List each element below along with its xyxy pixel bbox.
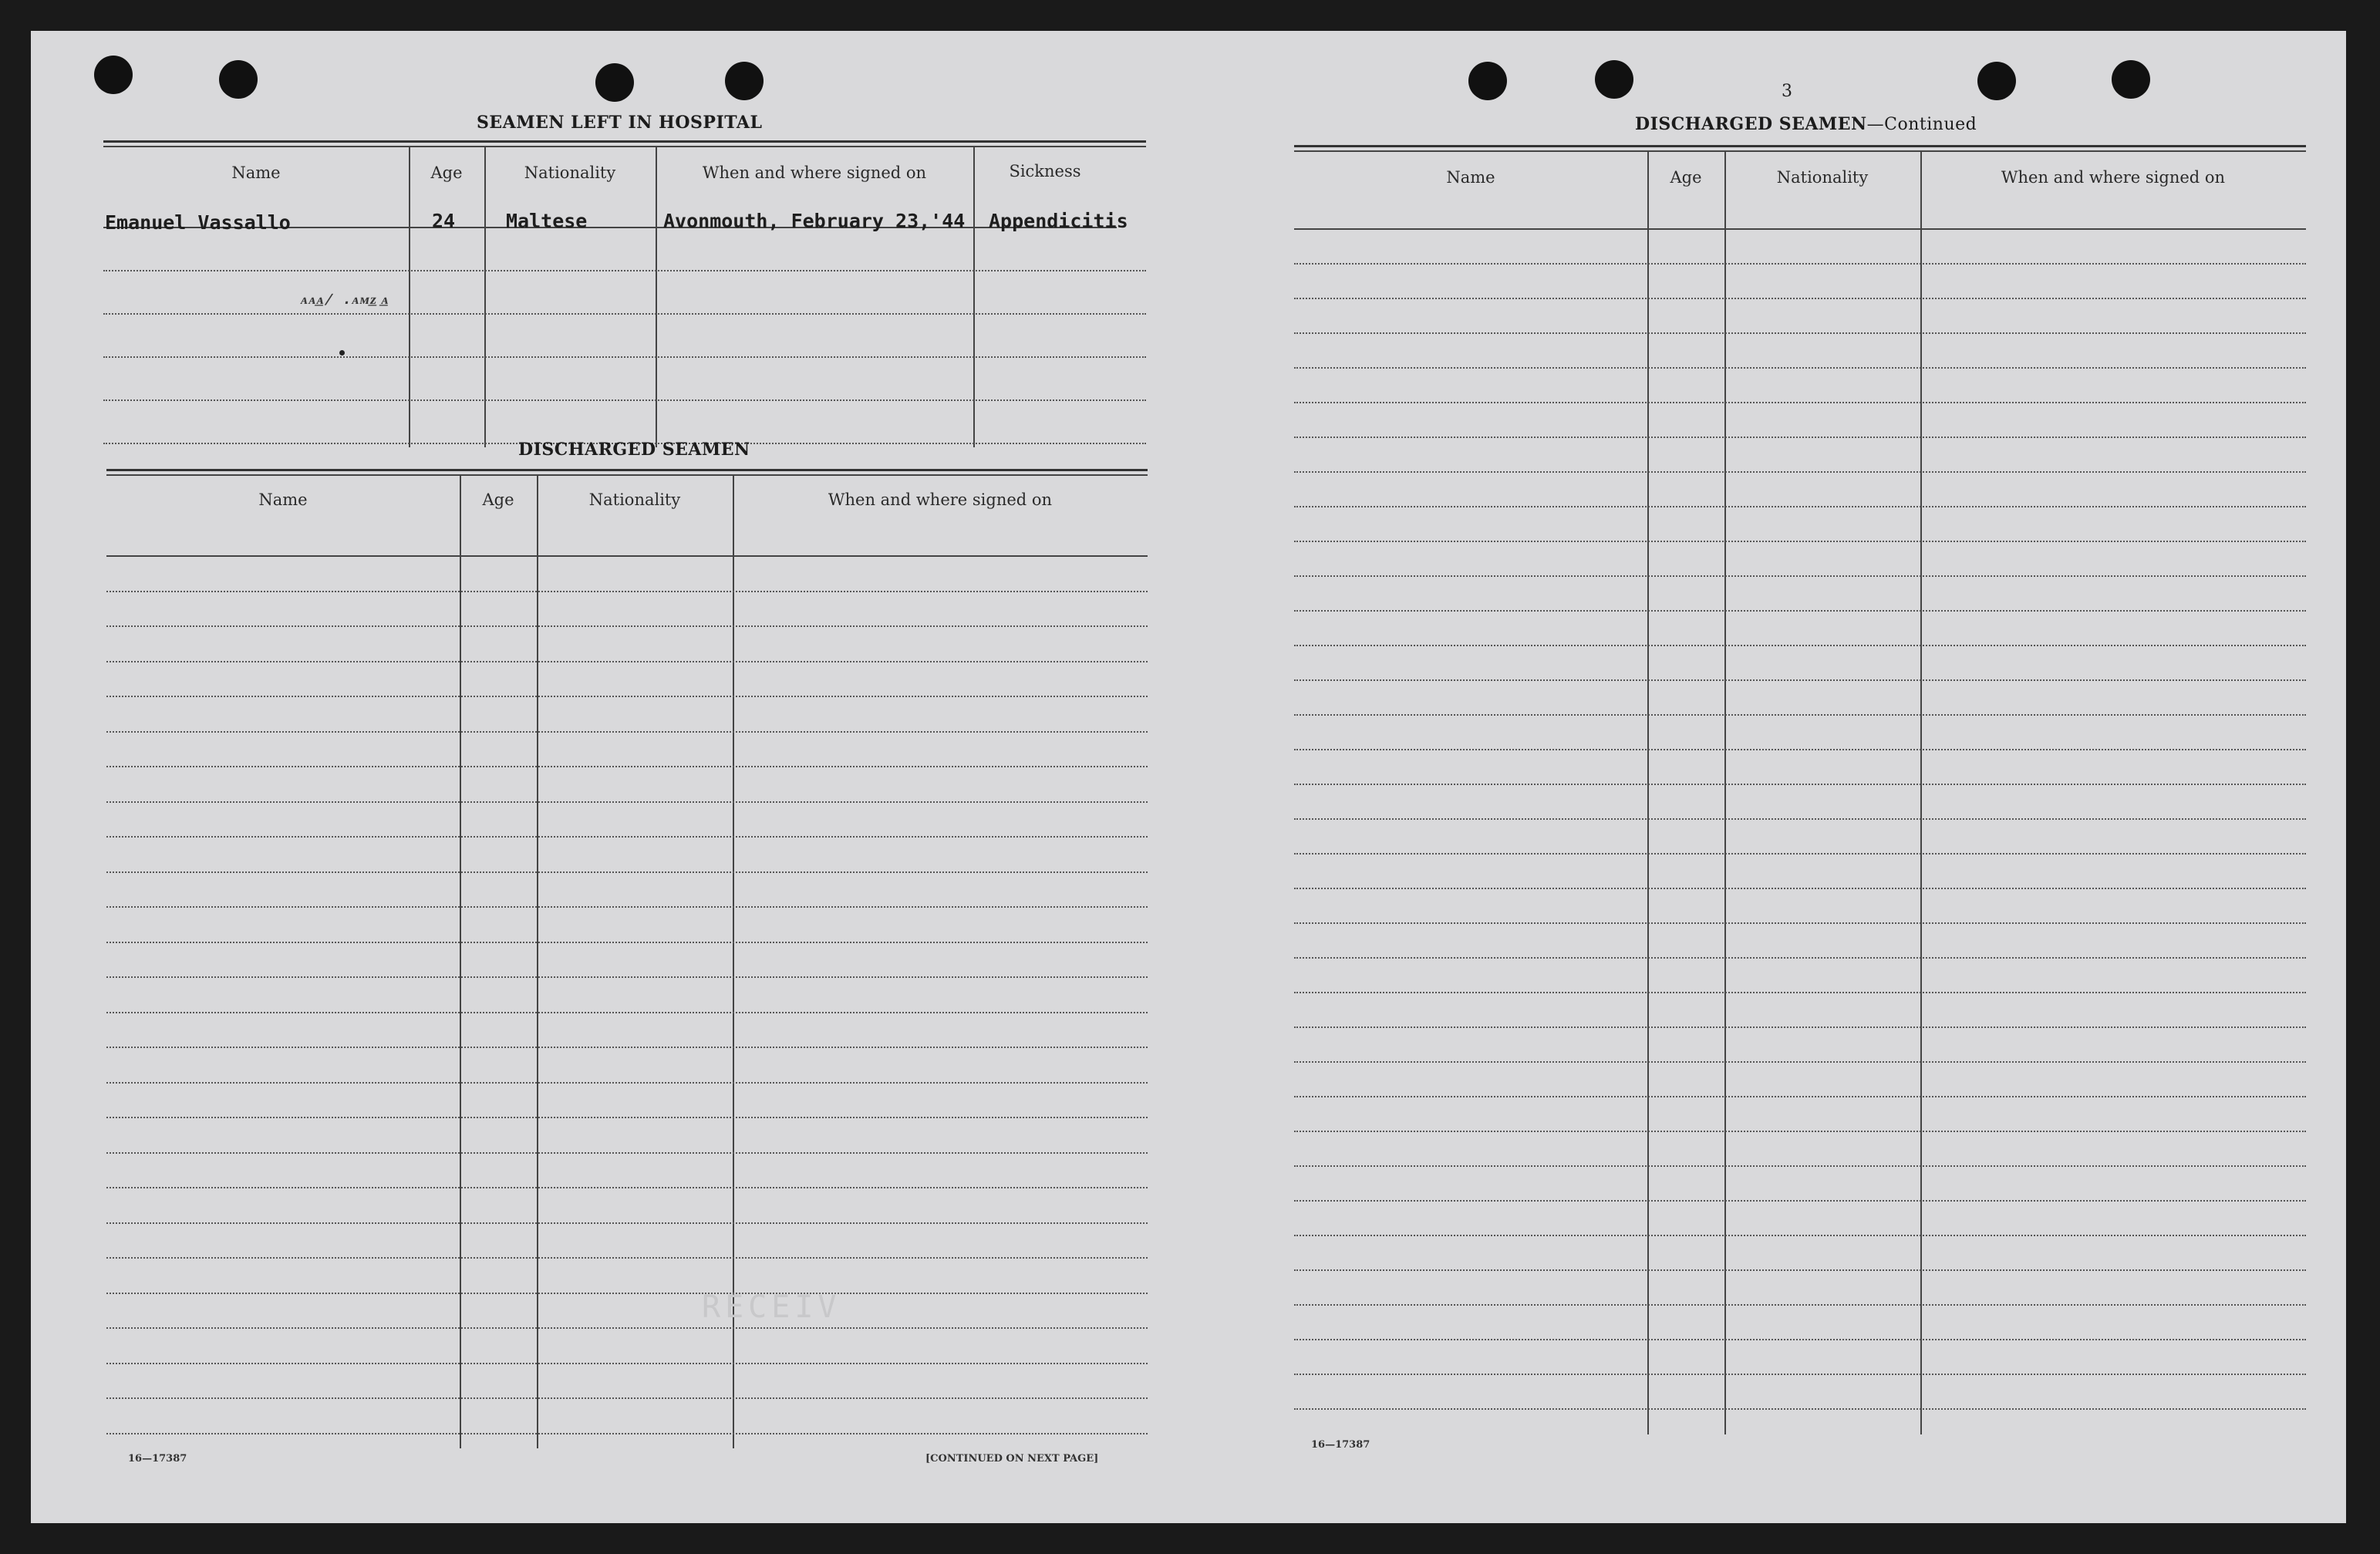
ruled-row-line: [106, 1433, 1148, 1434]
column-header-sickness: Sickness: [1009, 162, 1081, 180]
ruled-row-line: [106, 1363, 1148, 1364]
punch-hole: [1595, 60, 1633, 99]
ruled-row-line: [1294, 784, 2306, 785]
discharged-continued-table: [1294, 145, 2306, 1441]
ruled-row-line: [1294, 332, 2306, 334]
entry-age: 24: [432, 210, 456, 232]
ruled-row-line: [1294, 645, 2306, 646]
ruled-row-line: [1294, 402, 2306, 403]
ruled-row-line: [106, 1012, 1148, 1013]
punch-hole: [1468, 62, 1507, 100]
ruled-row-line: [106, 1327, 1148, 1329]
ruled-row-line: [106, 1152, 1148, 1154]
column-header-signed-on: When and where signed on: [702, 163, 927, 182]
punch-hole: [219, 60, 258, 99]
punch-hole: [595, 63, 634, 102]
ruled-row-line: [1294, 1269, 2306, 1271]
title-main: DISCHARGED SEAMEN: [1635, 114, 1867, 134]
ruled-row-line: [1294, 1304, 2306, 1306]
column-header-name: Name: [258, 490, 308, 509]
ruled-row-line: [1294, 506, 2306, 507]
ruled-row-line: [106, 696, 1148, 697]
ruled-row-line: [106, 731, 1148, 733]
entry-nationality: Maltese: [506, 210, 588, 232]
ruled-row-line: [106, 1257, 1148, 1259]
ruled-row-line: [103, 313, 1146, 315]
punch-hole: [94, 56, 133, 94]
column-header-name: Name: [231, 163, 281, 182]
column-header-nationality: Nationality: [1776, 168, 1869, 187]
ruled-row-line: [1294, 992, 2306, 993]
ruled-row-line: [1294, 541, 2306, 542]
ruled-row-line: [106, 871, 1148, 873]
ruled-row-line: [106, 836, 1148, 838]
ruled-row-line: [106, 661, 1148, 662]
title-continued: —Continued: [1866, 115, 1977, 134]
ruled-row-line: [1294, 818, 2306, 820]
ruled-row-line: [1294, 298, 2306, 299]
ruled-row-line: [1294, 1026, 2306, 1028]
ruled-row-line: [1294, 1061, 2306, 1063]
ruled-row-line: [106, 1293, 1148, 1294]
ruled-row-line: [106, 1082, 1148, 1084]
ink-speck: [339, 350, 345, 356]
ruled-row-line: [106, 1117, 1148, 1118]
entry-signed-on: Avonmouth, February 23,'44: [663, 210, 966, 232]
left-page: [31, 31, 1211, 1523]
handwritten-mark: ᴀᴀ͟ᴀ/ .ᴀᴍ͟ᴢ ͟ᴀ: [299, 292, 391, 308]
ruled-row-line: [1294, 853, 2306, 855]
discharged-section-title: DISCHARGED SEAMEN: [518, 440, 750, 460]
ruled-row-line: [1294, 749, 2306, 750]
discharged-table: [106, 469, 1148, 1448]
ruled-row-line: [1294, 575, 2306, 577]
ruled-row-line: [1294, 679, 2306, 681]
column-header-signed-on: When and where signed on: [828, 490, 1053, 509]
ruled-row-line: [106, 766, 1148, 767]
column-header-name: Name: [1446, 168, 1495, 187]
right-page: [1211, 31, 2346, 1523]
hospital-table: [103, 140, 1146, 449]
column-header-age: Age: [482, 490, 514, 509]
document-sheet: [31, 31, 2346, 1523]
ruled-row-line: [103, 399, 1146, 401]
column-header-signed-on: When and where signed on: [2001, 168, 2226, 187]
column-header-nationality: Nationality: [524, 163, 616, 182]
punch-hole: [2112, 60, 2150, 99]
column-header-nationality: Nationality: [588, 490, 681, 509]
ruled-row-line: [1294, 922, 2306, 924]
page-number: 3: [1782, 82, 1792, 101]
ruled-row-line: [106, 976, 1148, 978]
hospital-section-title: SEAMEN LEFT IN HOSPITAL: [477, 113, 763, 133]
ruled-row-line: [1294, 263, 2306, 265]
entry-sickness: Appendicitis: [989, 210, 1128, 232]
ruled-row-line: [106, 1397, 1148, 1399]
punch-hole: [1977, 62, 2016, 100]
ruled-row-line: [1294, 437, 2306, 438]
form-number: 16—17387: [1311, 1439, 1370, 1451]
ruled-row-line: [1294, 957, 2306, 959]
ruled-row-line: [1294, 1235, 2306, 1236]
ruled-row-line: [1294, 1165, 2306, 1167]
ruled-row-line: [1294, 610, 2306, 612]
ruled-row-line: [103, 356, 1146, 358]
ruled-row-line: [1294, 1131, 2306, 1132]
ruled-row-line: [1294, 1096, 2306, 1097]
continued-note: [CONTINUED ON NEXT PAGE]: [925, 1453, 1099, 1465]
faint-stamp: RECEIV: [702, 1289, 841, 1325]
ruled-row-line: [106, 801, 1148, 803]
ruled-row-line: [1294, 1408, 2306, 1410]
ruled-row-line: [1294, 367, 2306, 369]
ruled-row-line: [106, 591, 1148, 592]
ruled-row-line: [1294, 1200, 2306, 1202]
ruled-row-line: [106, 625, 1148, 627]
ruled-row-line: [1294, 1339, 2306, 1340]
discharged-continued-title: [1635, 114, 1977, 134]
ruled-row-line: [106, 1187, 1148, 1188]
ruled-row-line: [106, 942, 1148, 943]
ruled-row-line: [1294, 471, 2306, 473]
column-header-age: Age: [430, 163, 463, 182]
punch-hole: [725, 62, 764, 100]
column-header-age: Age: [1670, 168, 1702, 187]
ruled-row-line: [106, 1222, 1148, 1224]
ruled-row-line: [103, 270, 1146, 271]
form-number: 16—17387: [128, 1453, 187, 1465]
ruled-row-line: [106, 906, 1148, 908]
entry-name: Emanuel Vassallo: [105, 211, 291, 234]
ruled-row-line: [106, 1047, 1148, 1048]
ruled-row-line: [1294, 1374, 2306, 1375]
ruled-row-line: [1294, 888, 2306, 889]
ruled-row-line: [1294, 714, 2306, 716]
